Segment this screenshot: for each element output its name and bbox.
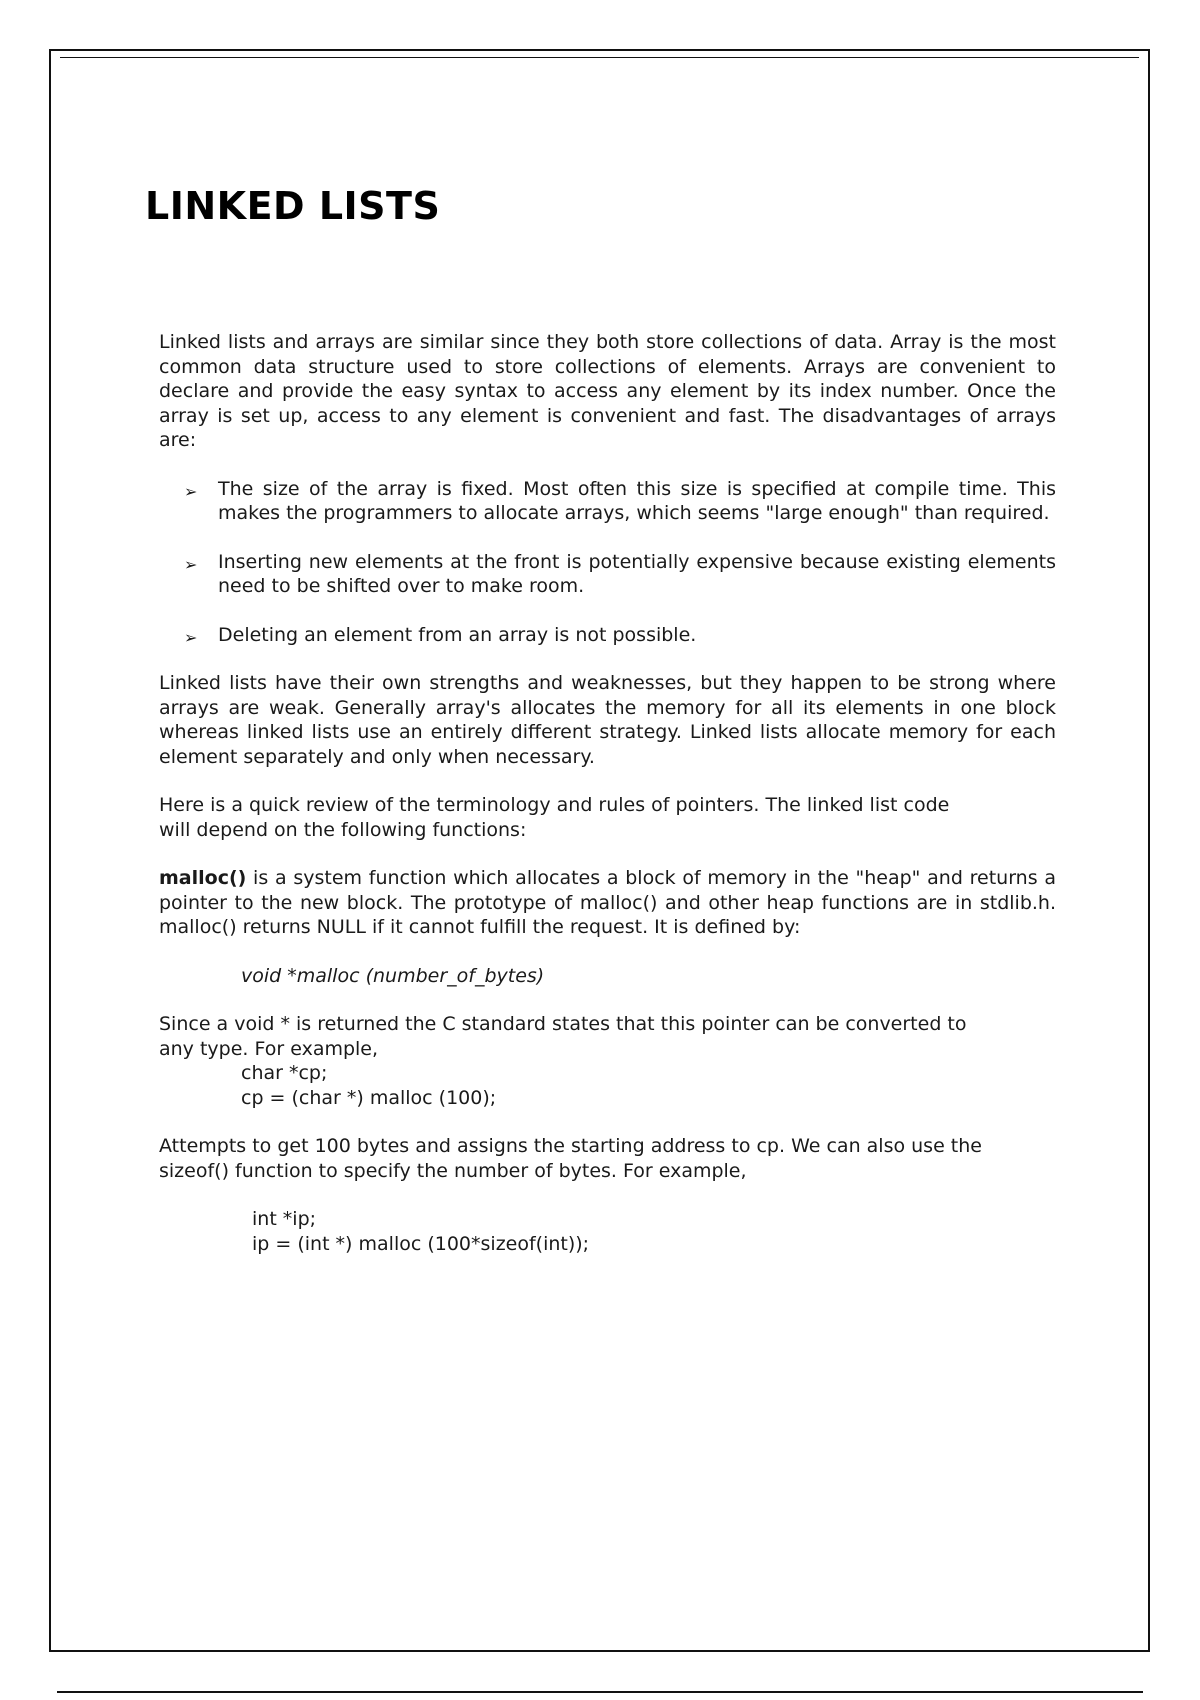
list-item-text: Inserting new elements at the front is potentially expensive because existing elements need to be shifted over to make room. [218,550,1056,597]
malloc-term: malloc() [159,867,247,889]
bottom-rule [57,1691,1143,1693]
list-item [159,623,1056,648]
code-char-declaration: char *cp; [241,1062,328,1084]
strengths-paragraph: Linked lists have their own strengths and weaknesses, but they happen to be strong where arrays are weak. Generally array's allocates the memory for all its elements in one block whereas linked lists use an entirely different strategy. Linked lists allocate memory for each element separately and only when necessary. [159,672,1056,768]
void-paragraph-line-2: any type. For example, [159,1037,379,1060]
code-char-malloc: cp = (char *) malloc (100); [241,1086,497,1109]
arrow-bullet-icon: ➢ [184,554,198,574]
malloc-paragraph [159,866,1056,940]
malloc-prototype: void *malloc (number_of_bytes) [241,964,545,987]
attempts-paragraph-line-1: Attempts to get 100 bytes and assigns the starting address to cp. We can also use the [159,1135,982,1157]
disadvantages-list [159,477,1056,648]
list-item-text: The size of the array is fixed. Most often this size is specified at compile time. This makes the programmers to allocate arrays, which seems "large enough" than required. [218,477,1056,524]
intro-paragraph: Linked lists and arrays are similar since they both store collections of data. Array is the most common data structure used to store collections of elements. Arrays are convenient to declare and provide the easy syntax to access any element by its index number. Once the array is set up, access to any element is convenient and fast. The disadvantages of arrays are: [159,331,1056,451]
list-item-text: Deleting an element from an array is not possible. [218,623,697,646]
attempts-paragraph-line-2: sizeof() function to specify the number of bytes. For example, [159,1159,747,1182]
code-int-malloc: ip = (int *) malloc (100*sizeof(int)); [252,1232,590,1255]
review-paragraph-line-2: will depend on the following functions: [159,818,527,841]
list-item [159,550,1056,599]
code-int-declaration: int *ip; [252,1208,317,1230]
void-paragraph-line-1: Since a void * is returned the C standard states that this pointer can be converted to [159,1013,967,1035]
arrow-bullet-icon: ➢ [184,481,198,501]
arrow-bullet-icon: ➢ [184,627,198,647]
review-paragraph-line-1: Here is a quick review of the terminology and rules of pointers. The linked list code [159,794,950,816]
page-border-inner-rule [60,57,1139,58]
malloc-description: is a system function which allocates a block of memory in the "heap" and returns a pointer to the new block. The prototype of malloc() and other heap functions are in stdlib.h. malloc() returns NULL if it cannot fulfill the request. It is defined by: [159,867,1056,938]
list-item [159,477,1056,526]
document-body [159,330,1056,1256]
page-title: LINKED LISTS [145,184,441,228]
